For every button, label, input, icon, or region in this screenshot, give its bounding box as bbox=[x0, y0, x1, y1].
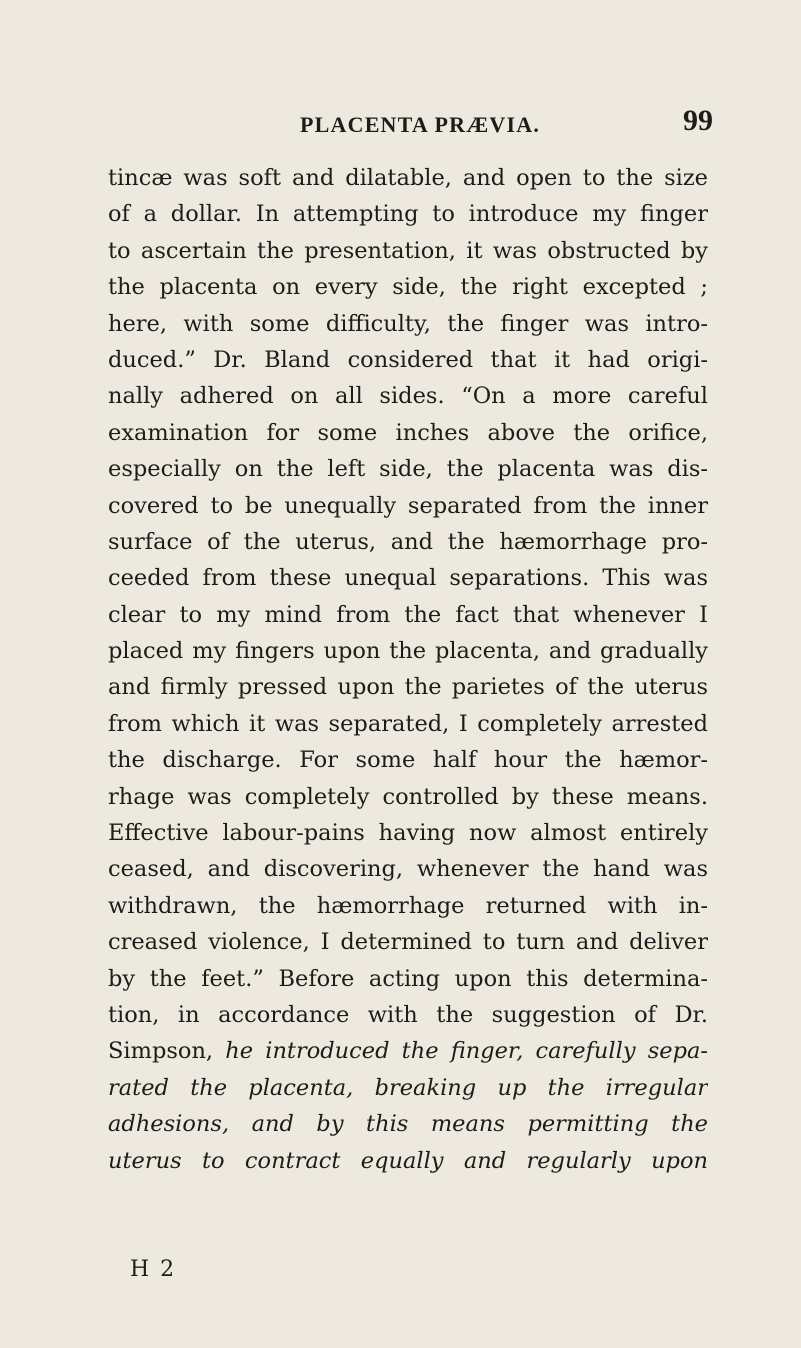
text-line-italic bbox=[108, 1070, 708, 1106]
text-line: especially on the left side, the placenta was dis- bbox=[108, 456, 708, 483]
page-number: 99 bbox=[683, 104, 713, 137]
text-line: withdrawn, the hæmorrhage returned with in- bbox=[108, 892, 708, 919]
text-line: clear to my mind from the fact that whenever I bbox=[108, 601, 708, 628]
text-line: duced.” Dr. Bland considered that it had origi- bbox=[108, 346, 708, 373]
text-line: the placenta on every side, the right excepted ; bbox=[108, 274, 708, 301]
italic-text: rated the placenta, breaking up the irregular bbox=[108, 1074, 708, 1101]
text-line: tincæ was soft and dilatable, and open to the size bbox=[108, 165, 708, 191]
text-line: examination for some inches above the orifice, bbox=[108, 419, 708, 446]
text-line: here, with some difficulty, the finger was intro- bbox=[108, 310, 708, 337]
text-line: covered to be unequally separated from the inner bbox=[108, 492, 708, 519]
text-line: ceeded from these unequal separations. This was bbox=[108, 565, 708, 592]
page-header bbox=[0, 104, 801, 144]
text-line: creased violence, I determined to turn and deliver bbox=[108, 929, 708, 956]
text-line-italic bbox=[108, 1143, 708, 1179]
text-line: ceased, and discovering, whenever the hand was bbox=[108, 856, 708, 883]
text-line: and firmly pressed upon the parietes of the uterus bbox=[108, 674, 708, 701]
roman-text: Simpson, bbox=[108, 1038, 226, 1065]
text-line: surface of the uterus, and the hæmorrhage pro- bbox=[108, 528, 708, 555]
italic-text: uterus to contract equally and regularly upon bbox=[108, 1147, 708, 1174]
text-line: to ascertain the presentation, it was obstructed by bbox=[108, 237, 708, 264]
text-line: rhage was completely controlled by these means. bbox=[108, 783, 708, 810]
text-line: tion, in accordance with the suggestion of Dr. bbox=[108, 1001, 708, 1028]
text-line: of a dollar. In attempting to introduce my finger bbox=[108, 201, 708, 228]
text-line: nally adhered on all sides. “On a more careful bbox=[108, 383, 708, 410]
italic-text: adhesions, and by this means permitting the bbox=[108, 1111, 708, 1138]
body-text bbox=[108, 160, 708, 1179]
running-head: PLACENTA PRÆVIA. bbox=[300, 112, 541, 137]
signature-mark: H 2 bbox=[130, 1257, 177, 1282]
text-line: from which it was separated, I completely arrested bbox=[108, 710, 708, 737]
text-line: the discharge. For some half hour the hæmor- bbox=[108, 747, 708, 774]
text-line: by the feet.” Before acting upon this determina- bbox=[108, 965, 708, 992]
text-line: Effective labour-pains having now almost entirely bbox=[108, 820, 708, 847]
text-line-italic bbox=[108, 1106, 708, 1142]
text-line: placed my fingers upon the placenta, and gradually bbox=[108, 638, 708, 665]
italic-text: he introduced the finger, carefully sepa- bbox=[225, 1038, 708, 1065]
page-footer bbox=[0, 1257, 801, 1297]
text-line-mixed bbox=[108, 1033, 708, 1069]
